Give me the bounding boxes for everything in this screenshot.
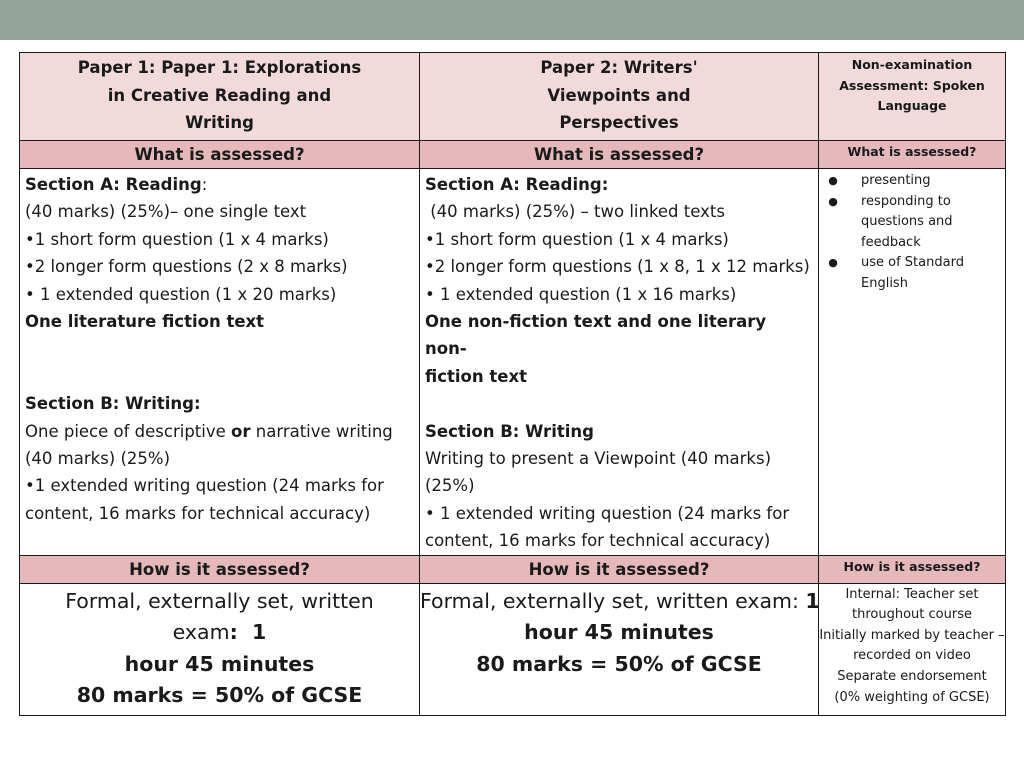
- nea-assessment-line: throughout course: [852, 607, 972, 623]
- nea-header: [819, 53, 1006, 141]
- bullet-dot-icon: ●: [828, 256, 838, 269]
- paper1-what-assessed-label: What is assessed?: [20, 141, 420, 169]
- nea-assessment-line: Separate endorsement: [837, 669, 987, 685]
- paper2-assessment-text: Formal, externally set, written exam:: [420, 588, 806, 613]
- paper2-header: [420, 53, 819, 141]
- paper2-section-a-title: Section A: Reading:: [425, 175, 609, 194]
- paper2-what-assessed-label: What is assessed?: [420, 141, 819, 169]
- paper2-assessment-duration: hour 45 minutes: [524, 620, 714, 645]
- nea-bullet-list: [819, 169, 1005, 294]
- paper1-section-a-colon: :: [201, 175, 208, 194]
- paper1-section-b-text: narrative writing: [250, 421, 393, 441]
- paper2-section-a-line: •2 longer form questions (1 x 8, 1 x 12 marks): [425, 257, 810, 277]
- nea-bullet-item: [819, 192, 1001, 254]
- paper2-assessment-line: [420, 586, 818, 618]
- paper2-how-assessed-label: How is it assessed?: [420, 555, 819, 583]
- nea-assessment-line: Internal: Teacher set: [845, 586, 979, 602]
- spacer: [425, 390, 813, 417]
- nea-assessment-line: recorded on video: [853, 648, 971, 664]
- paper2-assessment: [420, 583, 819, 715]
- nea-bullet-text: questions and: [861, 214, 953, 229]
- assessment-method-row: [20, 583, 1006, 715]
- paper1-section-b-text: One piece of descriptive: [25, 421, 232, 441]
- assessment-table: [19, 52, 1006, 716]
- paper1-header-line: Writing: [185, 113, 254, 132]
- nea-bullet-item: [819, 253, 1001, 294]
- nea-header-line: Language: [877, 98, 947, 113]
- paper1-section-b-or: or: [231, 421, 251, 441]
- nea-assessment-line: (0% weighting of GCSE): [834, 689, 990, 705]
- paper1-header: [20, 53, 420, 141]
- paper1-section-a-line: (40 marks) (25%)– one single text: [25, 202, 307, 222]
- paper2-section-a-line: •1 short form question (1 x 4 marks): [425, 229, 729, 249]
- paper1-content: [20, 169, 420, 556]
- paper2-text-type: fiction text: [425, 366, 527, 386]
- paper1-section-a-title: Section A: Reading: [25, 175, 202, 194]
- nea-what-assessed-label: What is assessed?: [819, 141, 1006, 169]
- paper2-section-b-title: Section B: Writing: [425, 421, 594, 441]
- spacer: [25, 335, 414, 390]
- paper2-section-b-line: content, 16 marks for technical accuracy): [425, 531, 771, 551]
- paper1-how-assessed-label: How is it assessed?: [20, 555, 420, 583]
- paper1-section-b-line: [25, 418, 414, 445]
- how-assessed-row: [20, 555, 1006, 583]
- nea-bullet-text: feedback: [861, 234, 921, 250]
- paper1-assessment-line: [20, 586, 419, 649]
- nea-bullet-text: English: [861, 275, 908, 291]
- nea-header-line: Non-examination: [851, 57, 973, 72]
- nea-assessment: [819, 583, 1006, 715]
- paper1-section-b-title: Section B: Writing:: [25, 394, 201, 414]
- paper2-assessment-duration: 1: [805, 588, 820, 613]
- paper1-section-a-line: • 1 extended question (1 x 20 marks): [25, 284, 337, 304]
- nea-bullet-text: responding to: [861, 193, 951, 209]
- paper1-section-b-line: content, 16 marks for technical accuracy): [25, 503, 371, 523]
- paper1-header-line: in Creative Reading and: [107, 85, 332, 105]
- paper2-section-b-line: Writing to present a Viewpoint (40 marks): [425, 449, 772, 469]
- nea-bullet-text: use of Standard: [861, 255, 964, 270]
- header-row: [20, 53, 1006, 141]
- paper2-header-line: Viewpoints and: [547, 85, 691, 105]
- content-row: [20, 169, 1006, 556]
- what-assessed-row: [20, 141, 1006, 169]
- nea-bullet-item: [819, 171, 1001, 192]
- paper1-header-line: Paper 1: Paper 1: Explorations: [77, 58, 362, 77]
- paper2-text-type: One non-fiction text and one literary non-: [425, 312, 767, 359]
- paper1-assessment-duration: : 1: [229, 620, 267, 645]
- paper1-text-type: One literature fiction text: [25, 312, 265, 332]
- paper1-assessment-duration: hour 45 minutes: [124, 651, 315, 676]
- paper1-assessment-text: Formal, externally set, written exam: [65, 588, 374, 645]
- paper1-assessment: [20, 583, 420, 715]
- nea-assessment-line: Initially marked by teacher –: [819, 627, 1005, 643]
- paper2-section-b-line: (25%): [425, 476, 475, 496]
- paper2-section-a-line: • 1 extended question (1 x 16 marks): [425, 284, 737, 304]
- paper2-header-line: Paper 2: Writers': [540, 58, 698, 77]
- paper2-section-b-line: • 1 extended writing question (24 marks for: [425, 503, 790, 523]
- paper1-section-b-line: (40 marks) (25%): [25, 449, 171, 469]
- paper2-section-a-line: (40 marks) (25%) – two linked texts: [425, 202, 725, 222]
- nea-content: [819, 169, 1006, 556]
- paper1-assessment-marks: 80 marks = 50% of GCSE: [76, 683, 363, 708]
- paper2-assessment-marks: 80 marks = 50% of GCSE: [476, 651, 762, 676]
- paper2-content: [420, 169, 819, 556]
- bullet-dot-icon: ●: [828, 174, 838, 187]
- paper1-section-a-heading: [25, 171, 414, 198]
- paper1-section-a-line: •1 short form question (1 x 4 marks): [25, 229, 329, 249]
- paper1-section-b-line: •1 extended writing question (24 marks for: [25, 476, 384, 496]
- paper2-header-line: Perspectives: [559, 113, 679, 132]
- top-banner-bar: [0, 0, 1024, 40]
- nea-bullet-text: presenting: [861, 173, 931, 188]
- nea-how-assessed-label: How is it assessed?: [819, 555, 1006, 583]
- bullet-dot-icon: ●: [828, 194, 838, 208]
- paper1-section-a-line: •2 longer form questions (2 x 8 marks): [25, 257, 348, 277]
- nea-header-line: Assessment: Spoken: [839, 77, 985, 93]
